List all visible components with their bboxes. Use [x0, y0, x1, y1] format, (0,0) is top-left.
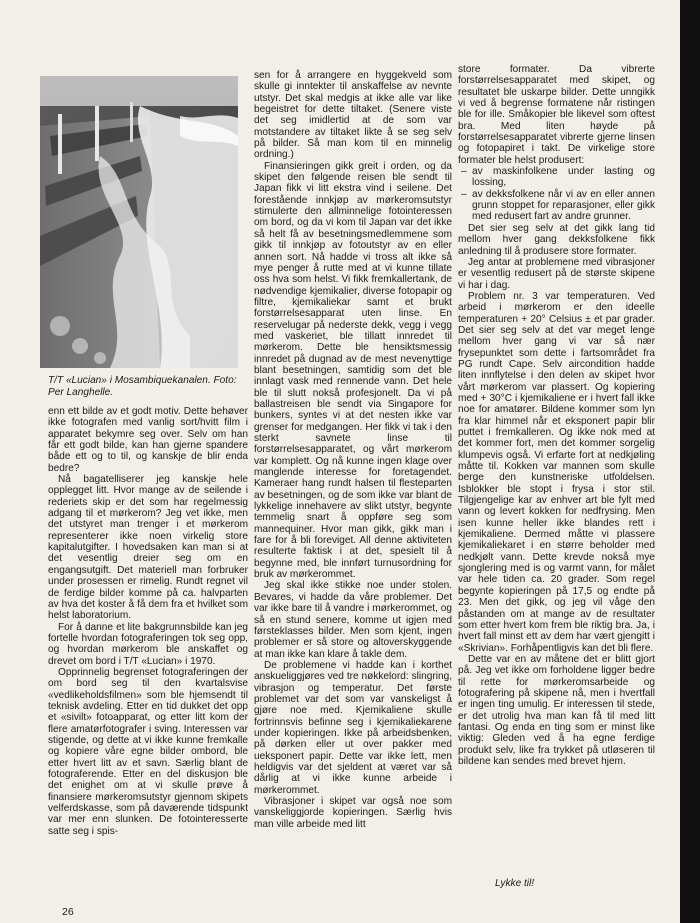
- signoff: Lykke til!: [495, 878, 535, 889]
- text-column-1: [48, 406, 248, 837]
- text-column-2: [254, 70, 452, 830]
- paragraph: Jeg skal ikke stikke noe under stolen. Bevares, vi hadde da våre problemer. Det var ikke bare til å vandre i mørkerommet, og så en stund senere, komme ut igjen med førsteklasses bilder. Men som kjent, ingen problemer er så store og altoverskyggende at man ikke kan klare å takle dem.: [254, 580, 452, 660]
- paragraph: For å danne et lite bakgrunnsbilde kan jeg fortelle hvordan fotograferingen tok seg opp, og hvordan mørkerom ble anskaffet og drevet om bord i T/T «Lucian» i 1970.: [48, 621, 248, 667]
- paragraph: Problem nr. 3 var temperaturen. Ved arbeid i mørkerom er den ideelle temperaturen + 20° Celsius ± et par grader. Det sier seg selv at det var meget lenge mellom hver gang vi var så nær frysepunktet som dette i fartsområdet fra PG rundt Cape. Selv aircondition hadde liten innflytelse i den delen av skipet hvor vårt mørkerom var plassert. Og kopiering med + 30°C i kjemikaliene er i hvert fall ikke noe for amatører. Bildene kommer som lyn fra klar himmel når et eksponert papir blir puttet i fremkalleren. Og ikke nok med at det kommer fort, men det kommer sorgelig klumpevis også. Vi erfarte fort at nedkjøling måtte til. Kokken var mannen som skulle berge den kunstneriske utfoldelsen. Isblokker ble stopt i frysa i stor stil. Tilgjengelige kar av enhver art ble fylt med vann og levert kokken for nedfrysing. Men isen kunne heller ikke blandes rett i kjemikaliene. Dermed måtte vi plassere kjemikaliekaret i en større beholder med nedkjølt vann. Dette krevde nokså mye sjonglering med is og varmt vann, for målet var hele tiden ca. 20 grader. Som regel begynte kopieringen på 17,5 og endte på 23. Men det gikk, og jeg vil våge den påstanden om at mange av de resultater som etter hvert kom frem ble riktig bra. Ja, i hvert fall minst ett av dem har vært gjengitt i «Skrivian». Forhåpentligvis kan det bli flere.: [458, 290, 655, 654]
- text-column-3: [458, 64, 655, 767]
- paragraph: De problemene vi hadde kan i korthet anskueliggjøres ved tre nøkkelord: slingring, vibrasjon og temperatur. Det første problemet var det som var vanskeligst å gjøre noe med. Kjemikaliene skulle fortrinnsvis befinne seg i kjemikaliekarene under kopieringen. Ikke på arbeidsbenken, på dørken eller ut over pakker med ueksponert papir. Dette var ikke lett, men heldigvis var det sjeldent at været var så dårlig at vi ikke kunne arbeide i mørkerommet.: [254, 659, 452, 796]
- page-number: 26: [62, 906, 74, 918]
- tanker-deck-image: [40, 76, 238, 368]
- paragraph: Vibrasjoner i skipet var også noe som vanskeliggjorde kopieringen. Særlig hvis man ville arbeide med litt: [254, 796, 452, 830]
- paragraph: Dette var en av måtene det er blitt gjort på. Jeg vet ikke om forholdene ligger bedre til rette for mørkeromsarbeide og fotografering på skipene nå, men i hvertfall er ingen ting umulig. Er interessen til stede, er det utrolig hva man kan få til med litt fantasi. Og enda en ting som er minst like viktig: Gleden ved å ha egne ferdige produkt selv, like fra trykket på utløseren til bildene kan sendes med brevet hjem.: [458, 653, 655, 767]
- paragraph: Nå bagatelliserer jeg kanskje hele opplegget litt. Hvor mange av de seilende i rederiets skip er det som har regelmessig adgang til et mørkerom? Jeg vet ikke, men det utstyret man trenger i et mørkerom representerer ikke noen virkelig store kapitalutgifter. I hovedsaken kan man si at det vesentlig dreier seg om en engangsutgift. Det materiell man forbruker under prosessen er rimelig. Rundt regnet vil de ferdige bilder komme på ca. halvparten av hva det koster å få dem fra et hvilket som helst laboratorium.: [48, 474, 248, 622]
- paragraph: Det sier seg selv at det gikk lang tid mellom hver gang dekksfolkene fikk anledning til å produsere store formater.: [458, 222, 655, 257]
- paragraph: Opprinnelig begrenset fotograferingen der om bord seg til den kvartalsvise «vedlikeholdsfilmen» som ble hjemsendt til teknisk avdeling. Etter en tid dukket det opp et «sivilt» fotoapparat, og etter litt kom der flere amatørfotografer i sving. Interessen var stigende, og dette at vi ikke kunne fremkalle og kopiere våre egne bilder ombord, ble etter hvert litt av et savn. Særlig blant de fotograferende. Etter en del diskusjon ble det enighet om at vi skulle prøve å finansiere mørkeromsutstyr gjennom skipets velferdskasse, som på daværende tidspunkt var mer enn slunken. De fotointeresserte satte seg i spis-: [48, 666, 248, 837]
- paragraph: sen for å arrangere en hyggekveld som skulle gi inntekter til anskaffelse av nevnte utstyr. Det skal medgis at ikke alle var like begeistret for dette tiltaket. (Senere viste det seg imidlertid at de som var motstandere av tiltaket likte å se seg selv på bilder. Så man kom til en minnelig ordning.): [254, 70, 452, 161]
- list-item: – av maskinfolkene under lasting og lossing,: [472, 166, 655, 189]
- paragraph: Finansieringen gikk greit i orden, og da skipet den følgende reisen ble sendt til Japan fikk vi litt ekstra vind i seilene. Det forestående innkjøp av mørkeromsutstyr stimulerte den allminnelige fotointeressen om bord, og da vi kom til Japan var det ikke så helt få av besetningsmedlemmene som gikk til innkjøp av fotoutstyr av en eller annen sort. Nå hadde vi tross alt ikke så mye penger å rutte med at vi kunne tillate oss hva som helst. Vi fikk fremkallertank, de nødvendige kjemikalier, diverse fotopapir og filtre, kjemikaliekar samt et brukt forstørrelsesapparat uten linse. En reservelugar på nederste dekk, vegg i vegg med vaskeriet, ble tillatt innredet til mørkerom. Dette ble hensiktsmessig innredet på dugnad av de mest nevenyttige blant besetningen, samtidig som det ble innlagt vask med rennende vann. Det hele ble til slutt nokså profesjonelt. Da vi på ballastreisen ble sendt via Singapore for bunkers, syntes vi at det nesten ikke var grenser for medgangen. Her fikk vi tak i den sterkt savnete linse til forstørrelsesapparatet, og vårt mørkerom var komplett. Og nå kunne ingen klage over manglende interesse for foretagendet. Kameraer hang rundt halsen til flesteparten av besetningen, og de som ikke var blant de lykkelige innehavere av slikt utstyr, begynte temmelig snart å oppføre seg som mannequiner. Hvor man gikk, gikk man i fare for å bli foreviget. All denne aktiviteten resulterte faktisk i at det, spesielt til å begynne med, ble innført turnusordning for bruk av mørkerommet.: [254, 160, 452, 581]
- list-item: – av dekksfolkene når vi av en eller annen grunn stoppet for reparasjoner, eller gikk med redusert fart av andre grunner.: [472, 189, 655, 223]
- scan-edge: [680, 0, 700, 923]
- photo-caption: T/T «Lucian» i Mosambiquekanalen. Foto: Per Langhelle.: [48, 375, 237, 398]
- bullet-list: [458, 166, 655, 223]
- paragraph: enn ett bilde av et godt motiv. Dette behøver ikke fotografen med vanlig sort/hvitt film i apparatet bekymre seg over. Selv om han får ett godt bilde, kan han gjerne spandere både ett og to til, og kanskje de blir enda bedre?: [48, 406, 248, 474]
- paragraph: Jeg antar at problemene med vibrasjoner er vesentlig redusert på de største skipene vi har i dag.: [458, 256, 655, 291]
- paragraph: store formater. Da vibrerte forstørrelsesapparatet med skipet, og resultatet ble uskarpe bilder. Dette unngikk vi ved å begrense formatene når ristingen ble for ille. Småkopier ble likevel som oftest bra. Med liten høyde på forstørrelsesapparatet vibrerte gjerne linsen og fotopapiret i takt. De virkelige store formater ble helst produsert:: [458, 64, 655, 166]
- ship-photo: [40, 76, 238, 368]
